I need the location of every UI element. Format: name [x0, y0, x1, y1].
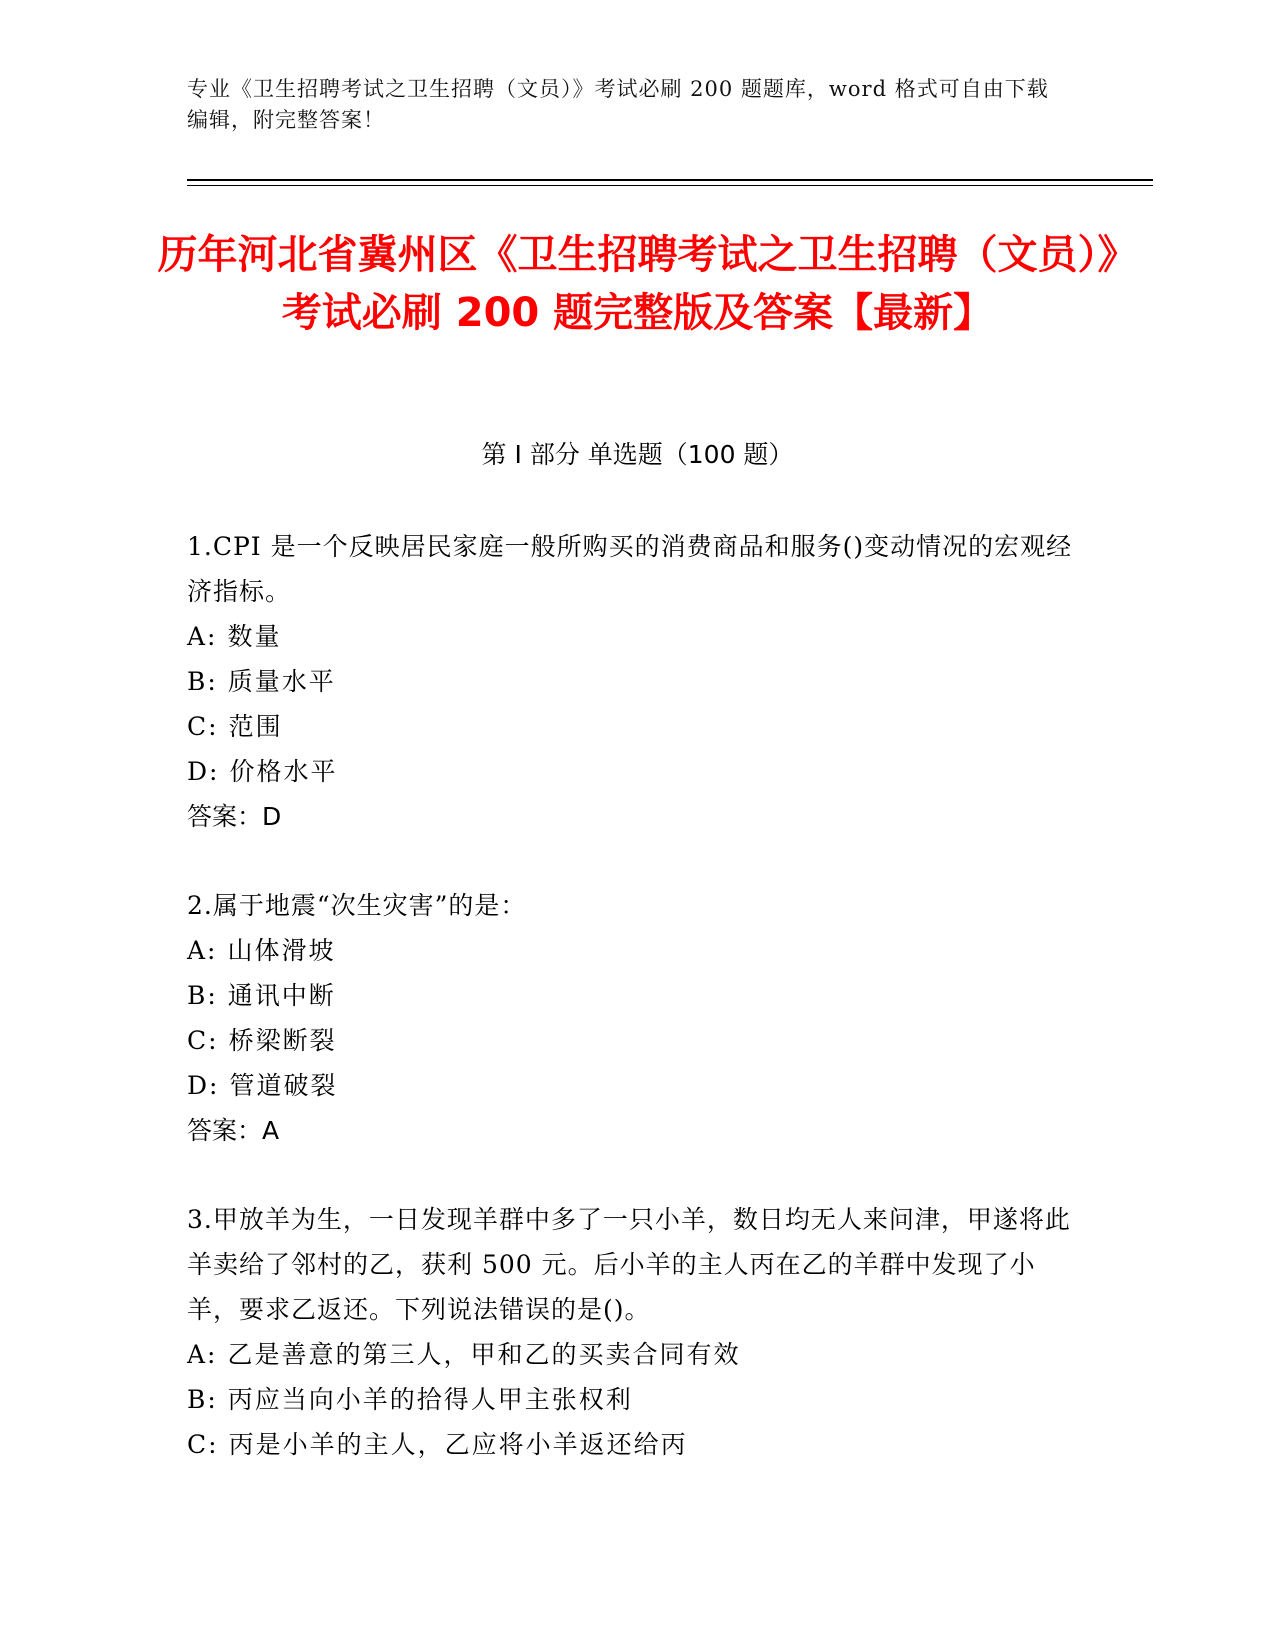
option-key: A:	[187, 936, 218, 965]
option-text: 质量水平	[227, 667, 336, 696]
option-key: B:	[187, 667, 218, 696]
question-3	[187, 1197, 1087, 1467]
question-stem: 1.CPI 是一个反映居民家庭一般所购买的消费商品和服务()变动情况的宏观经济指标。	[187, 532, 1073, 606]
option-d	[187, 1063, 1087, 1108]
option-text: 管道破裂	[229, 1071, 338, 1100]
option-text: 山体滑坡	[227, 936, 336, 965]
question-1	[187, 524, 1087, 839]
header-note: 专业《卫生招聘考试之卫生招聘（文员）》考试必刷 200 题题库，word 格式可自由下载编辑，附完整答案！	[187, 77, 1049, 132]
question-list	[187, 524, 1087, 1511]
option-key: C:	[187, 1430, 219, 1459]
question-2	[187, 883, 1087, 1153]
option-c	[187, 704, 1087, 749]
answer-line: 答案：D	[187, 802, 282, 831]
option-text: 通讯中断	[227, 981, 336, 1010]
option-key: C:	[187, 712, 219, 741]
option-text: 数量	[227, 622, 282, 651]
option-a	[187, 1332, 1087, 1377]
option-b	[187, 659, 1087, 704]
option-text: 桥梁断裂	[228, 1026, 337, 1055]
section-heading: 第 I 部分 单选题（100 题）	[481, 440, 794, 469]
option-b	[187, 973, 1087, 1018]
option-a	[187, 928, 1087, 973]
option-key: A:	[187, 622, 218, 651]
option-key: C:	[187, 1026, 219, 1055]
option-d	[187, 749, 1087, 794]
option-text: 范围	[228, 712, 283, 741]
header-divider-thin	[187, 185, 1153, 186]
document-title: 历年河北省冀州区《卫生招聘考试之卫生招聘（文员）》考试必刷 200 题完整版及答案【最新】	[157, 232, 1118, 336]
option-text: 丙应当向小羊的拾得人甲主张权利	[227, 1385, 633, 1414]
option-key: D:	[187, 757, 220, 786]
option-text: 丙是小羊的主人，乙应将小羊返还给丙	[228, 1430, 688, 1459]
option-b	[187, 1377, 1087, 1422]
option-a	[187, 614, 1087, 659]
option-c	[187, 1018, 1087, 1063]
option-key: B:	[187, 981, 218, 1010]
option-text: 价格水平	[229, 757, 338, 786]
question-stem: 2.属于地震“次生灾害”的是：	[187, 891, 527, 920]
option-text: 乙是善意的第三人，甲和乙的买卖合同有效	[227, 1340, 741, 1369]
option-key: D:	[187, 1071, 220, 1100]
header-divider-thick	[187, 179, 1153, 181]
option-key: B:	[187, 1385, 218, 1414]
option-key: A:	[187, 1340, 218, 1369]
answer-line: 答案：A	[187, 1116, 280, 1145]
option-c	[187, 1422, 1087, 1467]
question-stem: 3.甲放羊为生，一日发现羊群中多了一只小羊，数日均无人来问津，甲遂将此羊卖给了邻村的乙，获利 500 元。后小羊的主人丙在乙的羊群中发现了小羊，要求乙返还。下列说法错误的是()。	[187, 1205, 1071, 1324]
